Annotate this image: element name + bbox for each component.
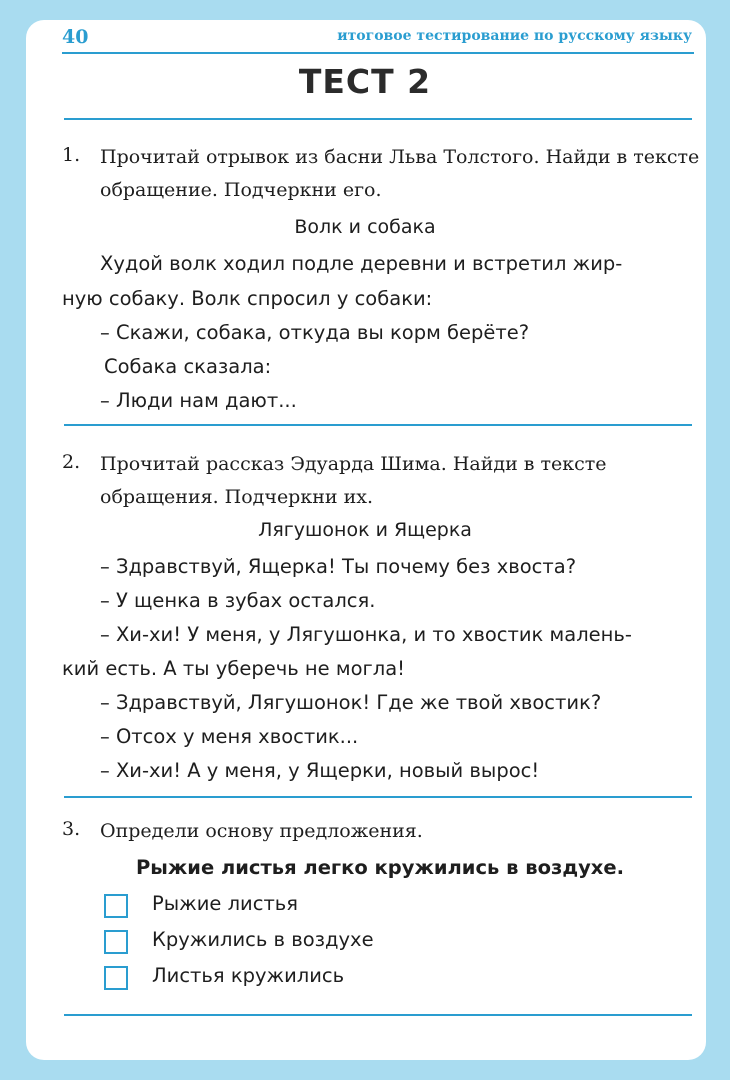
- option-label: Листья кружились: [152, 964, 345, 987]
- question-2-line: – Здравствуй, Ящерка! Ты почему без хвоста?: [100, 555, 577, 578]
- question-2-instruction: Прочитай рассказ Эдуарда Шима. Найди в тексте обращения. Подчеркни их.: [100, 453, 607, 508]
- question-1-number: 1.: [62, 144, 81, 166]
- divider: [64, 424, 692, 426]
- option-label: Рыжие листья: [152, 892, 299, 915]
- question-1-line: ную собаку. Волк спросил у собаки:: [62, 287, 433, 310]
- question-2-number: 2.: [62, 451, 81, 473]
- running-title: итоговое тестирование по русскому языку: [337, 28, 692, 44]
- question-2-line: – У щенка в зубах остался.: [100, 589, 376, 612]
- question-1-line: – Скажи, собака, откуда вы корм берёте?: [100, 321, 530, 344]
- question-1-line: Худой волк ходил подле деревни и встретил жир-: [100, 252, 623, 275]
- option-checkbox-2[interactable]: [104, 930, 128, 954]
- question-3-instruction: Определи основу предложения.: [100, 820, 423, 842]
- question-1-line: – Люди нам дают...: [100, 389, 297, 412]
- option-checkbox-1[interactable]: [104, 894, 128, 918]
- test-title: ТЕСТ 2: [298, 62, 432, 101]
- divider: [64, 118, 692, 120]
- question-2-line: – Здравствуй, Лягушонок! Где же твой хвостик?: [100, 691, 602, 714]
- question-1-story-title: Волк и собака: [294, 216, 436, 238]
- header-divider: [62, 52, 694, 54]
- question-2-line: – Отсох у меня хвостик...: [100, 725, 359, 748]
- question-2-story-title: Лягушонок и Ящерка: [258, 519, 472, 541]
- divider: [64, 1014, 692, 1016]
- option-label: Кружились в воздухе: [152, 928, 374, 951]
- question-1-instruction: Прочитай отрывок из басни Льва Толстого. Найди в тексте обращение. Подчеркни его.: [100, 146, 700, 201]
- option-checkbox-3[interactable]: [104, 966, 128, 990]
- page-number: 40: [62, 26, 89, 48]
- question-2-line: – Хи-хи! У меня, у Лягушонка, и то хвостик малень-: [100, 623, 632, 646]
- question-3-number: 3.: [62, 818, 81, 840]
- question-1-line: Собака сказала:: [104, 355, 272, 378]
- question-2-line: кий есть. А ты уберечь не могла!: [62, 657, 405, 680]
- divider: [64, 796, 692, 798]
- question-2-line: – Хи-хи! А у меня, у Ящерки, новый вырос!: [100, 759, 540, 782]
- question-3-sentence: Рыжие листья легко кружились в воздухе.: [135, 856, 625, 879]
